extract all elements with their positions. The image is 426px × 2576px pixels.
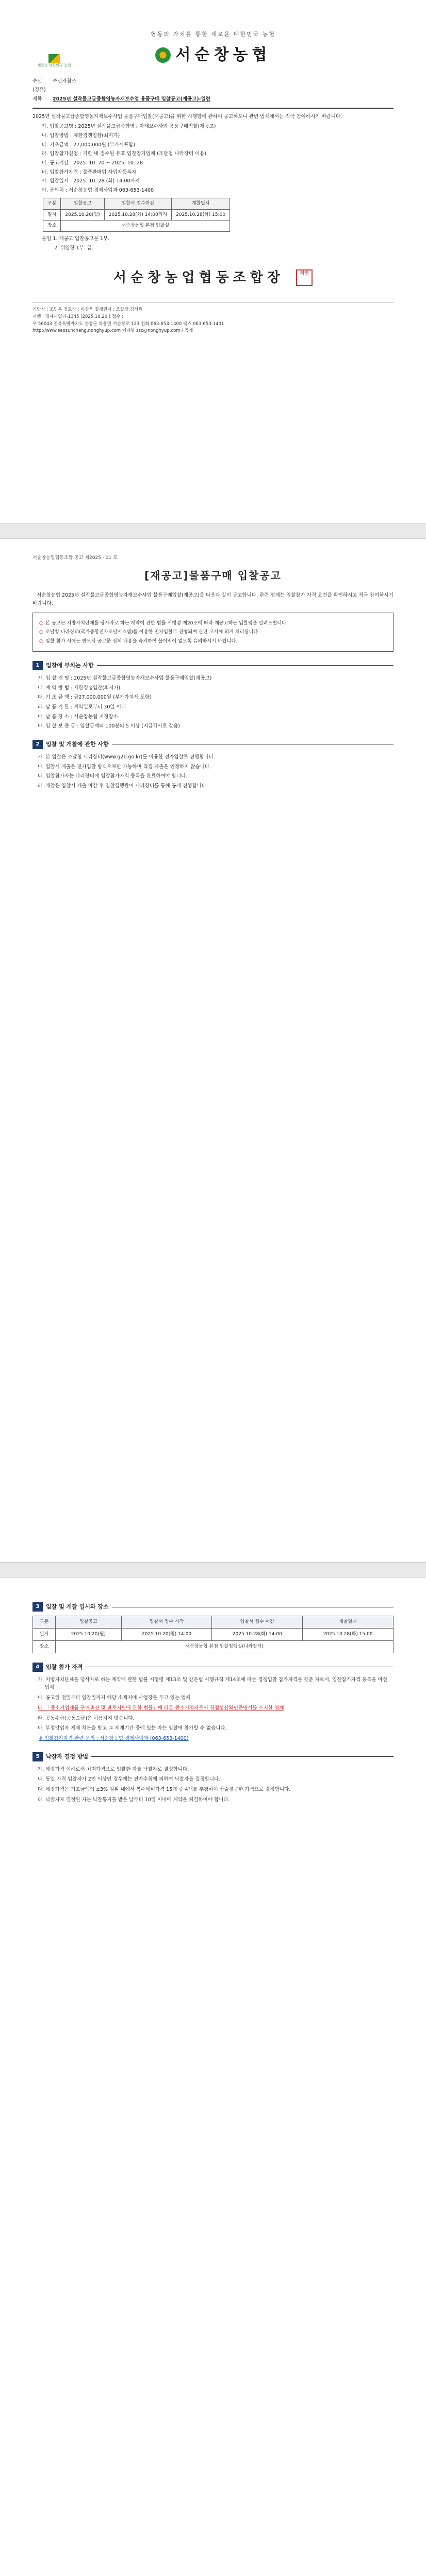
footer-line: 기안자 : 조민우 검토자 : 이상욱 결재권자 : 조합장 김석원 [32, 307, 143, 313]
recipient-label: 수신 [32, 78, 42, 84]
sender-name: 서순창농업협동조합장 [113, 269, 285, 285]
section-item: 라. 공동수급(공동도급)은 허용하지 않습니다. [38, 1715, 135, 1721]
section-item: 다. 「중소기업제품 구매촉진 및 판로지원에 관한 법률」에 따른 중소기업자로서 직접생산확인증명서를 소지한 업체 [38, 1705, 284, 1711]
divider [32, 108, 394, 109]
section-item: 라. 납 품 기 한 : 계약일로부터 30일 이내 [38, 704, 126, 710]
letter-page [0, 0, 426, 523]
recipient: 수신자참조 [53, 78, 76, 84]
table-header: 구분 [33, 1616, 56, 1629]
section-item: 라. 개찰은 입찰서 제출 마감 후 입찰집행관이 나라장터를 통해 공개 진행합니다. [38, 783, 208, 789]
page-break [0, 523, 426, 539]
contact-note: ※ 입찰참가자격 관련 문의 : 서순창농협 경제사업과 (063-653-1400) [39, 1735, 189, 1741]
section-item: 다. 기 초 금 액 : 금27,000,000원 (부가가치세 포함) [38, 694, 152, 701]
table-cell: 2025.10.20(월) 14:00 [121, 1628, 212, 1640]
letter-item: 사. 입찰일시 : 2025. 10. 28 (화) 14:00까지 [42, 178, 140, 184]
letter-items [42, 123, 394, 194]
table-cell: 2025.10.28(화) 14:00까지 [104, 209, 171, 221]
table-header: 입찰공고 [56, 1616, 122, 1629]
logo [36, 54, 72, 67]
section-title: 입찰 참가 자격 [46, 1663, 83, 1670]
schedule-table [32, 1616, 394, 1653]
letter-item: 아. 문의처 : 서순창농협 경제사업과 063-653-1400 [42, 188, 154, 194]
table-cell: 2025.10.28(화) 15:00 [172, 209, 230, 221]
table-cell: 2025.10.28(화) 14:00 [212, 1628, 303, 1640]
notice-page-1 [0, 539, 426, 1562]
table-cell: 2025.10.20(월) [56, 1628, 122, 1640]
table-cell: 장소 [33, 1640, 56, 1653]
table-cell: 일시 [43, 209, 61, 221]
seal-stamp: 직인 [296, 269, 313, 286]
letter-item: 라. 입찰참가신청 : 기한 내 접수된 유효 입찰참가업체 (조달청 나라장터 이용) [42, 151, 207, 157]
letter-item: 가. 입찰공고명 : 2025년 설작물고급종합영농자재보수사업 용품구매입찰(재공고) [42, 124, 216, 130]
section-header: 5 낙찰자 결정 방법 [32, 1752, 394, 1761]
attachment: 2. 위임장 1부. 끝. [54, 245, 94, 251]
section-items [32, 1766, 394, 1804]
section-title: 입찰 및 개찰에 관한 사항 [46, 740, 109, 748]
section-item: 바. 입 찰 보 증 금 : 입찰금액의 100분의 5 이상 (지급각서로 갈음) [38, 723, 180, 730]
logo-icon [48, 54, 60, 63]
section-item: 라. 낙찰자로 결정된 자는 낙찰통지를 받은 날부터 10일 이내에 계약을 체결하여야 합니다. [38, 1797, 230, 1803]
section-header: 1 입찰에 부치는 사항 [32, 661, 394, 670]
sender [32, 267, 394, 289]
table-header: 입찰서 접수마감 [104, 198, 171, 209]
body-intro: 2025년 설작물고급종합영농자재보수사업 물품구매입찰(재공고)을 위한 시행함에 관하여 공고하오니 관련 업체에서는 적극 참여하시기 바랍니다. [32, 113, 342, 120]
table-cell: 일시 [33, 1628, 56, 1640]
notice-number: 서순창농업협동조합 공고 제2025 - 11 호 [32, 555, 118, 561]
subject-line [32, 95, 394, 104]
section-item: 나. 계 약 방 법 : 제한경쟁입찰(최저가) [38, 685, 121, 691]
table-header: 입찰서 접수 마감 [212, 1616, 303, 1629]
letterhead [32, 42, 394, 68]
subject-label: 제목 [32, 96, 42, 102]
section-items [32, 1676, 394, 1733]
section-title: 입찰에 부치는 사항 [46, 662, 94, 669]
section-item: 마. 납 품 장 소 : 서순창농협 지정장소 [38, 714, 118, 720]
footer-line: 우 56043 전북특별자치도 순창군 복흥면 서순창로 123 전화 063-653-1400 팩스 063-653-1401 [32, 321, 224, 327]
section-item: 가. 예정가격 이하로서 최저가격으로 입찰한 자를 낙찰자로 결정합니다. [38, 1766, 189, 1772]
section-item: 나. 입찰서 제출은 전자입찰 방식으로만 가능하며 직접 제출은 인정하지 않습니다. [38, 764, 211, 770]
table-header: 개찰일시 [172, 198, 230, 209]
notice-title: [재공고]물품구매 입찰공고 [144, 569, 282, 582]
attachment: 붙임 1. 재공고 입찰공고문 1부. [42, 236, 110, 242]
section-item: 나. 동일 가격 입찰자가 2인 이상인 경우에는 전자추첨에 의하여 낙찰자를 결정합니다. [38, 1776, 221, 1783]
recipient-line [32, 77, 394, 86]
table-header: 개찰일시 [303, 1616, 394, 1629]
section-item: 다. 입찰참가자는 나라장터에 입찰참가자격 등록을 완료하여야 합니다. [38, 773, 188, 779]
section-header: 2 입찰 및 개찰에 관한 사항 [32, 740, 394, 749]
table-cell: 장소 [43, 221, 61, 232]
subject: 2025년 설작물고급종합영농자재보수업 용품구매 입찰공고(재공고)-일련 [53, 96, 210, 102]
table-cell: 서순창농협 본점 입찰실 [61, 221, 230, 232]
letter-item: 나. 입찰방법 : 제한경쟁입찰(최저가) [42, 133, 120, 139]
section-item: 가. 본 입찰은 조달청 나라장터(www.g2b.go.kr)를 이용한 전자입찰로 진행합니다. [38, 754, 215, 760]
via-line [32, 86, 394, 94]
section-title: 입찰 및 개찰 일시와 장소 [46, 1603, 109, 1610]
page-break [0, 1562, 426, 1578]
schedule-table [43, 198, 230, 232]
section-item: 나. 공고일 전일부터 입찰일까지 해당 소재지에 사업장을 두고 있는 업체 [38, 1695, 191, 1701]
section-item: 다. 예정가격은 기초금액의 ±3% 범위 내에서 복수예비가격 15개 중 4개를 추첨하여 산술평균한 가격으로 결정합니다. [38, 1787, 291, 1792]
letter-footer [32, 307, 394, 334]
table-row [43, 221, 230, 232]
table-cell: 2025.10.28(화) 15:00 [303, 1628, 394, 1640]
section-items [32, 753, 394, 790]
footer-line: 시행 : 경제사업과-1345 (2025.10.20.) 접수 : [32, 314, 123, 320]
slogan: 협동의 가치를 통한 새로운 대한민국 농협 [150, 31, 276, 38]
table-header: 입찰서 접수 시작 [121, 1616, 212, 1629]
letter-item: 마. 공고기간 : 2025. 10. 20 ~ 2025. 10. 28 [42, 160, 143, 166]
box-line: 입찰 참가 시에는 반드시 공고문 전체 내용을 숙지하여 불이익이 없도록 유의하시기 바랍니다. [45, 638, 238, 644]
table-row [33, 1628, 394, 1640]
box-line: 조달청 나라장터(국가종합전자조달시스템)를 이용한 전자입찰로 진행되며 관련 고시에 의거 처리됩니다. [45, 629, 260, 635]
letter-item: 바. 입찰참가자격 : 물품판매업 사업자등록자 [42, 169, 137, 175]
section-header: 3 입찰 및 개찰 일시와 장소 [32, 1602, 394, 1612]
table-cell: 2025.10.20(월) [61, 209, 104, 221]
logo-text: 새로운 대한민국 농협 [37, 63, 71, 67]
table-row [33, 1640, 394, 1653]
section-item: 가. 지방자치단체를 당사자로 하는 계약에 관한 법률 시행령 제13조 및 같은법 시행규칙 제14조에 따른 경쟁입찰 참가자격을 갖춘 자로서, 입찰참가자격 등록을 마친 업체 [38, 1676, 387, 1691]
footer-line: http://www.seosunchang.nonghyup.com 이메일 ssc@nonghyup.com / 공개 [32, 328, 193, 334]
notice-box: ○ 본 공고는 지방자치단체를 당사자로 하는 계약에 관한 법률 시행령 제20조에 따라 재공고하는 입찰임을 알려드립니다. ○ 조달청 나라장터(국가종합전자조달시스템)를 이용한 전자입찰로 진행되며 관련 고시에 의거 처리됩니다. ○ 입찰 참가 시에는 반드시 공고문 전체 내용을 숙지하여 불이익이 없도록 유의하시기 바랍니다. [32, 613, 394, 652]
section-item: 가. 입 찰 건 명 : 2025년 설작물고급종합영농자재보수사업 물품구매입찰(재공고) [38, 675, 212, 681]
table-cell: 서순창농협 본점 입찰집행실(나라장터) [56, 1640, 394, 1653]
attachments [42, 235, 394, 252]
table-row [43, 209, 230, 221]
table-header: 입찰공고 [61, 198, 104, 209]
via-label: (경유) [32, 87, 46, 93]
org-emblem-icon [155, 47, 171, 63]
section-item: 마. 부정당업자 제재 처분을 받고 그 제재기간 중에 있는 자는 입찰에 참가할 수 없습니다. [38, 1725, 227, 1732]
org-name [155, 42, 271, 68]
notice-intro: 서순창농협 2025년 설작물고급종합영농자재보수사업 물품구매입찰(재공고)을 다음과 같이 공고합니다. 관련 업체는 입찰참가 자격 요건을 확인하시고 적극 참여하시기 바랍니다. [32, 592, 394, 606]
section-header: 4 입찰 참가 자격 [32, 1663, 394, 1672]
section-title: 낙찰자 결정 방법 [46, 1753, 89, 1760]
section-items [32, 674, 394, 731]
notice-page-2 [0, 1578, 426, 2576]
org-name-text: 서순창농협 [175, 46, 271, 64]
letter-item: 다. 기초금액 : 27,000,000원 (부가세포함) [42, 142, 136, 148]
box-line: 본 공고는 지방자치단체를 당사자로 하는 계약에 관한 법률 시행령 제20조에 따라 재공고하는 입찰임을 알려드립니다. [45, 620, 288, 626]
table-header: 구분 [43, 198, 61, 209]
